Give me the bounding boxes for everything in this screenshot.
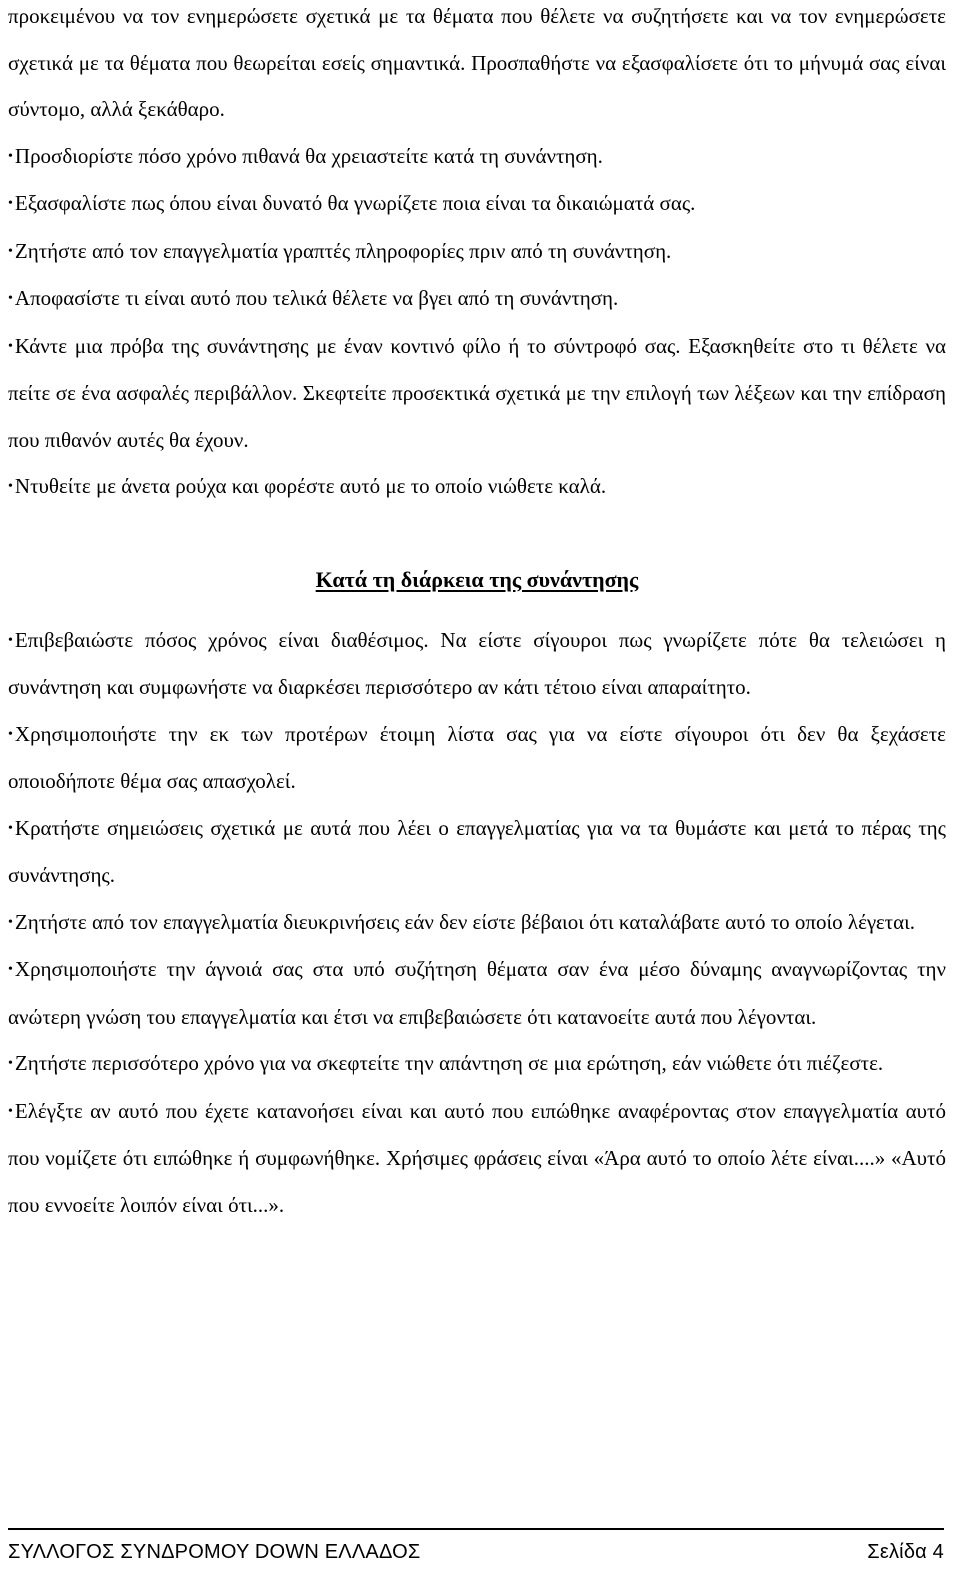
- bullet-item: [8, 180, 946, 228]
- bullet-item: [8, 711, 946, 805]
- paragraph-text: Ζητήστε από τον επαγγελματία διευκρινήσεις εάν δεν είστε βέβαιοι ότι καταλάβατε αυτό το οποίο λέγεται.: [14, 909, 916, 934]
- paragraph-text: Χρησιμοποιήστε την εκ των προτέρων έτοιμη λίστα σας για να είστε σίγουροι ότι δεν θα ξεχάσετε οποιοδήποτε θέμα σας απασχολεί.: [8, 721, 946, 793]
- bullet-item: [8, 1040, 946, 1088]
- page-footer: [8, 1528, 944, 1564]
- paragraph-text: Ντυθείτε με άνετα ρούχα και φορέστε αυτό με το οποίο νιώθετε καλά.: [14, 474, 607, 498]
- section-heading: Κατά τη διάρκεια της συνάντησης: [315, 566, 639, 592]
- paragraph-text: Κάντε μια πρόβα της συνάντησης με έναν κοντινό φίλο ή το σύντροφό σας. Εξασκηθείτε στο τι θέλετε να πείτε σε ένα ασφαλές περιβάλλον. Σκεφτείτε προσεκτικά σχετικά με την επιλογή των λέξεων και την επίδραση που πιθανόν αυτές θα έχουν.: [8, 333, 946, 452]
- bullet-icon: •: [8, 962, 13, 977]
- paragraph-text: προκειμένου να τον ενημερώσετε σχετικά με τα θέματα που θέλετε να συζητήσετε και να τον ενημερώσετε σχετικά με τα θέματα που θεωρείται εσείς σημαντικά. Προσπαθήστε να εξασφαλίσετε ότι το μήνυμά σας είναι σύντομο, αλλά ξεκάθαρο.: [8, 4, 946, 121]
- document-page: [8, 0, 946, 1228]
- before-meeting-section: [8, 0, 946, 511]
- paragraph-text: Εξασφαλίστε πως όπου είναι δυνατό θα γνωρίζετε ποια είναι τα δικαιώματά σας.: [14, 191, 696, 215]
- bullet-icon: •: [8, 196, 13, 211]
- bullet-icon: •: [8, 1103, 13, 1119]
- bullet-item: [8, 946, 946, 1040]
- footer-page-number: Σελίδα 4: [867, 1541, 944, 1563]
- paragraph-text: Επιβεβαιώστε πόσος χρόνος είναι διαθέσιμος. Να είστε σίγουροι πως γνωρίζετε πότε θα τελειώσει η συνάντηση και συμφωνήστε να διαρκέσει περισσότερο αν κάτι τέτοιο είναι απαραίτητο.: [8, 627, 946, 699]
- bullet-icon: •: [8, 820, 13, 836]
- bullet-item: [8, 323, 946, 464]
- during-meeting-section: [8, 617, 946, 1229]
- bullet-item: [8, 899, 946, 947]
- bullet-icon: •: [8, 914, 13, 930]
- bullet-item: [8, 805, 946, 899]
- bullet-icon: •: [8, 1056, 13, 1071]
- paragraph-text: Ελέγξτε αν αυτό που έχετε κατανοήσει είναι και αυτό που ειπώθηκε αναφέροντας στον επαγγελματία αυτό που νομίζετε ότι ειπώθηκε ή συμφωνήθηκε. Χρήσιμες φράσεις είναι «Άρα αυτό το οποίο λέτε είναι....» «Αυτό που εννοείτε λοιπόν είναι ότι...».: [8, 1098, 946, 1217]
- paragraph-text: Ζητήστε από τον επαγγελματία γραπτές πληροφορίες πριν από τη συνάντηση.: [14, 238, 672, 263]
- paragraph-text: Κρατήστε σημειώσεις σχετικά με αυτά που λέει ο επαγγελματίας για να τα θυμάστε και μετά το πέρας της συνάντησης.: [8, 815, 946, 887]
- bullet-icon: •: [8, 148, 13, 164]
- paragraph-text: Προσδιορίστε πόσο χρόνο πιθανά θα χρειαστείτε κατά τη συνάντηση.: [14, 143, 603, 168]
- bullet-icon: •: [8, 726, 13, 742]
- bullet-item: [8, 617, 946, 711]
- bullet-item: [8, 463, 946, 511]
- paragraph-text: Χρησιμοποιήστε την άγνοιά σας στα υπό συζήτηση θέματα σαν ένα μέσο δύναμης αναγνωρίζοντας την ανώτερη γνώση του επαγγελματία και έτσι να επιβεβαιώσετε ότι κατανοείτε αυτά που λέγονται.: [8, 957, 946, 1029]
- bullet-icon: •: [8, 632, 13, 648]
- bullet-icon: •: [8, 338, 13, 354]
- paragraph: [8, 0, 946, 133]
- paragraph-text: Ζητήστε περισσότερο χρόνο για να σκεφτείτε την απάντηση σε μια ερώτηση, εάν νιώθετε ότι πιέζεστε.: [14, 1051, 884, 1075]
- bullet-icon: •: [8, 291, 13, 306]
- paragraph-text: Αποφασίστε τι είναι αυτό που τελικά θέλετε να βγει από τη συνάντηση.: [14, 286, 619, 310]
- bullet-item: [8, 133, 946, 181]
- footer-organization: ΣΥΛΛΟΓΟΣ ΣΥΝΔΡΟΜΟΥ DOWN ΕΛΛΑΔΟΣ: [8, 1541, 421, 1563]
- bullet-item: [8, 228, 946, 276]
- bullet-item: [8, 1088, 946, 1229]
- bullet-item: [8, 275, 946, 323]
- bullet-icon: •: [8, 479, 13, 494]
- bullet-icon: •: [8, 243, 13, 259]
